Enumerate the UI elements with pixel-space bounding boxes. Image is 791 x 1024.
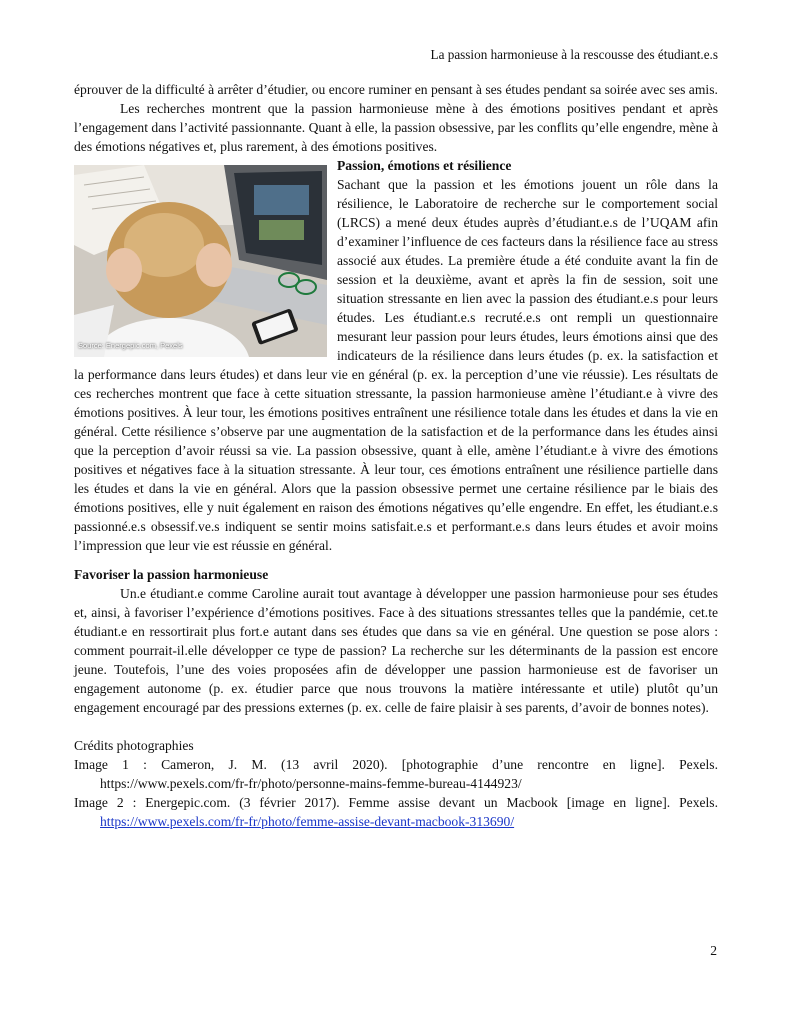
heading-favoriser-passion: Favoriser la passion harmonieuse xyxy=(74,567,269,582)
heading-passion-emotions-resilience: Passion, émotions et résilience xyxy=(337,158,512,173)
credit-image-1: Image 1 : Cameron, J. M. (13 avril 2020). [photographie d’une rencontre en ligne]. Pexels. https://www.pexels.com/fr-fr/photo/personne-mains-femme-bureau-4144923/ xyxy=(74,757,718,791)
page-number: 2 xyxy=(710,943,717,958)
paragraph-research-findings: Les recherches montrent que la passion harmonieuse mène à des émotions positives pendant et après l’engagement dans l’activité passionnante. Quant à elle, la passion obsessive, par les conflits qu’elle engendre, mène à des émotions négatives et, plus rarement, à des émotions positives. xyxy=(74,101,718,154)
credits-title: Crédits photographies xyxy=(74,738,194,753)
photo-illustration xyxy=(74,165,327,357)
spacer xyxy=(74,555,718,565)
photo-source-label: Source: Energepic.com, Pexels xyxy=(78,341,183,350)
credit-image-2-text: Image 2 : Energepic.com. (3 février 2017). Femme assise devant un Macbook [image en ligne]. Pexels. xyxy=(74,795,718,810)
paragraph-harmonious-passion: Un.e étudiant.e comme Caroline aurait tout avantage à développer une passion harmonieuse pour ses études et, ainsi, à favoriser l’expérience d’émotions positives. Face à des situations stressantes telles que la pandémie, cet.te étudiant.e en ressortirait plus fort.e autant dans ses études que dans sa vie en général. Une question se pose alors : comment pourrait-il.elle développer ce type de passion? La recherche sur les déterminants de la passion est encore jeune. Toutefois, l’une des voies proposées afin de développer une passion harmonieuse est de favoriser un engagement autonome (p. ex. étudier parce que nous trouvons la matière intéressante et utile) plutôt qu’un engagement encouragé par des pressions externes (p. ex. celle de faire plaisir à ses parents, d’avoir de bonnes notes). xyxy=(74,586,718,715)
paragraph-resilience-study: Sachant que la passion et les émotions jouent un rôle dans la résilience, le Laboratoire de recherche sur le comportement social (LRCS) a mené deux études auprès d’étudiant.e.s de l’UQAM afin d’examiner l’influence de ces facteurs dans la résilience face au stress associé aux études. La première étude a été conduite avant la fin de session et la deuxième, avant et après la fin de session, soit une situation stressante en lien avec la passion des étudiant.e.s pour leurs études. Les étudiant.e.s recruté.e.s ont rempli un questionnaire mesurant leur passion pour leurs études, leurs émotions ainsi que des indicateurs de la résilience dans leurs études (p. ex. la satisfaction et la performance dans leurs études) et dans leur vie en général (p. ex. la perception d’une vie réussie). Les résultats de ces recherches montrent que face à cette situation stressante, la passion harmonieuse amène l’étudiant.e à vivre des émotions positives. À leur tour, les émotions positives entraînent une résilience totale dans les études et dans la vie en général. Cette résilience s’observe par une augmentation de la satisfaction et de la performance dans les études ainsi que la perception d’avoir réussi sa vie. La passion obsessive, quant à elle, amène l’étudiant.e à vivre des émotions positives et négatives face à la situation stressante. À leur tour, ces émotions entraînent une résilience partielle dans les études et dans la vie en général. Alors que la passion obsessive permet une certaine résilience par le biais des émotions positives, elle y nuit également en raison des émotions négatives qu’elle engendre. En effet, les étudiant.e.s passionné.e.s obsessif.ve.s indiquent se sentir moins satisfait.e.s et performant.e.s dans leurs études et avoir moins l’impression que leur vie est réussie en général. xyxy=(74,177,718,553)
stressed-student-photo xyxy=(74,165,327,357)
paragraph-continuation: éprouver de la difficulté à arrêter d’étudier, ou encore ruminer en pensant à ses études pendant sa soirée avec ses amis. xyxy=(74,82,718,97)
credit-image-2 xyxy=(74,793,718,831)
running-header: La passion harmonieuse à la rescousse des étudiant.e.s xyxy=(430,47,718,62)
credit-image-2-link[interactable]: https://www.pexels.com/fr-fr/photo/femme-assise-devant-macbook-313690/ xyxy=(100,814,515,829)
spacer xyxy=(74,717,718,736)
body-text xyxy=(74,80,718,831)
